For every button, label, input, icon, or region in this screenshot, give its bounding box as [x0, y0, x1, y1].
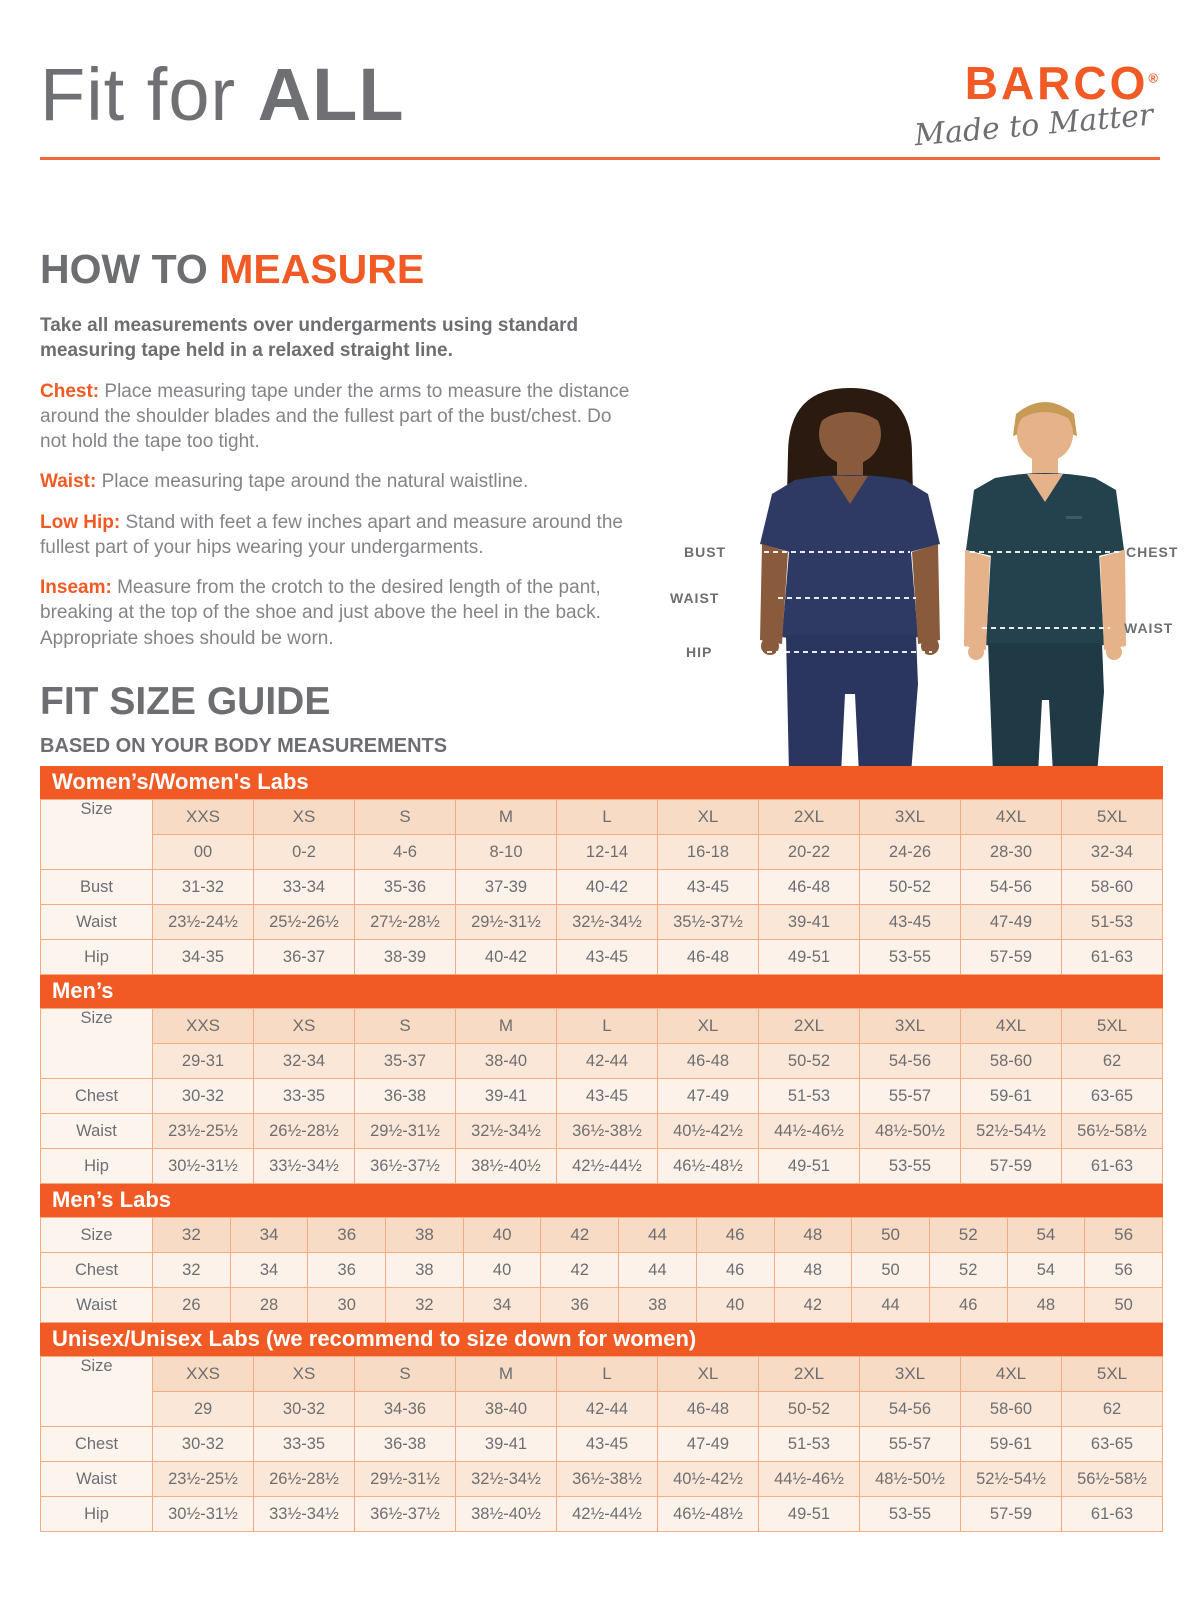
value-cell: 59-61 — [961, 1079, 1062, 1114]
value-cell: 26 — [153, 1288, 231, 1323]
row-label: Chest — [41, 1427, 153, 1462]
size-cell: 50 — [852, 1218, 930, 1253]
value-cell: 34 — [230, 1253, 308, 1288]
value-cell: 30-32 — [153, 1079, 254, 1114]
value-cell: 51-53 — [759, 1427, 860, 1462]
measure-item-chest-label: Chest: — [40, 380, 100, 402]
measure-item-chest — [40, 379, 635, 455]
value-cell: 35-36 — [355, 870, 456, 905]
measure-item-lowhip — [40, 510, 635, 561]
value-cell: 47-49 — [658, 1427, 759, 1462]
value-cell: 34-35 — [153, 940, 254, 975]
value-cell: 46½-48½ — [658, 1497, 759, 1532]
value-cell: 63-65 — [1062, 1427, 1163, 1462]
value-cell: 44½-46½ — [759, 1462, 860, 1497]
value-cell: 36½-37½ — [355, 1497, 456, 1532]
how-to-measure-title — [40, 246, 635, 293]
value-cell: 32½-34½ — [456, 1114, 557, 1149]
value-cell: 49-51 — [759, 1149, 860, 1184]
numeric-size-cell: 42-44 — [557, 1044, 658, 1079]
row-label: Size — [41, 1009, 153, 1079]
value-cell: 30½-31½ — [153, 1497, 254, 1532]
value-cell: 54 — [1007, 1253, 1085, 1288]
value-cell: 63-65 — [1062, 1079, 1163, 1114]
value-cell: 40½-42½ — [658, 1462, 759, 1497]
numeric-size-cell: 54-56 — [860, 1044, 961, 1079]
numeric-size-cell: 58-60 — [961, 1392, 1062, 1427]
value-cell: 29½-31½ — [355, 1462, 456, 1497]
value-cell: 50 — [1085, 1288, 1163, 1323]
size-cell: XL — [658, 1009, 759, 1044]
value-cell: 52 — [929, 1253, 1007, 1288]
value-cell: 31-32 — [153, 870, 254, 905]
table-band-2: Men’s Labs — [40, 1184, 1163, 1217]
brand-text: BARCO — [964, 57, 1149, 109]
size-cell: XS — [254, 800, 355, 835]
size-table-1 — [40, 1008, 1163, 1184]
measure-row-waist — [41, 905, 1163, 940]
brand-tagline: Made to Matter — [913, 97, 1156, 154]
numeric-size-cell: 32-34 — [1062, 835, 1163, 870]
size-cell: M — [456, 800, 557, 835]
measure-item-lowhip-text: Stand with feet a few inches apart and measure around the fullest part of your hips wearing your undergarments. — [40, 511, 623, 558]
value-cell: 38-39 — [355, 940, 456, 975]
numeric-size-cell: 50-52 — [759, 1044, 860, 1079]
value-cell: 36½-37½ — [355, 1149, 456, 1184]
numeric-size-cell: 29 — [153, 1392, 254, 1427]
size-cell: XS — [254, 1357, 355, 1392]
value-cell: 50 — [852, 1253, 930, 1288]
numeric-size-cell: 24-26 — [860, 835, 961, 870]
size-cell: 38 — [386, 1218, 464, 1253]
size-cell: 32 — [153, 1218, 231, 1253]
value-cell: 30-32 — [153, 1427, 254, 1462]
value-cell: 36-37 — [254, 940, 355, 975]
value-cell: 57-59 — [961, 1149, 1062, 1184]
value-cell: 32½-34½ — [456, 1462, 557, 1497]
measure-item-inseam — [40, 575, 635, 651]
how-to-measure-intro: Take all measurements over undergarments using standard measuring tape held in a relaxed straight line. — [40, 315, 579, 362]
size-header-row — [41, 800, 1163, 835]
value-cell: 38½-40½ — [456, 1149, 557, 1184]
value-cell: 33½-34½ — [254, 1497, 355, 1532]
value-cell: 36½-38½ — [557, 1462, 658, 1497]
measure-item-inseam-label: Inseam: — [40, 577, 112, 599]
size-cell: S — [355, 1009, 456, 1044]
hip-label: HIP — [686, 644, 713, 660]
numeric-size-cell: 46-48 — [658, 1044, 759, 1079]
how-to-measure-section — [40, 246, 635, 651]
value-cell: 37-39 — [456, 870, 557, 905]
row-label: Chest — [41, 1253, 153, 1288]
numeric-size-cell: 50-52 — [759, 1392, 860, 1427]
value-cell: 44½-46½ — [759, 1114, 860, 1149]
value-cell: 40½-42½ — [658, 1114, 759, 1149]
fit-size-guide-title: FIT SIZE GUIDE — [40, 680, 331, 723]
value-cell: 32½-34½ — [557, 905, 658, 940]
value-cell: 39-41 — [759, 905, 860, 940]
value-cell: 49-51 — [759, 1497, 860, 1532]
size-cell: XXS — [153, 800, 254, 835]
value-cell: 52½-54½ — [961, 1114, 1062, 1149]
numeric-size-cell: 30-32 — [254, 1392, 355, 1427]
value-cell: 36-38 — [355, 1427, 456, 1462]
measure-item-waist — [40, 469, 635, 494]
row-label: Hip — [41, 1149, 153, 1184]
row-label: Hip — [41, 940, 153, 975]
size-table-0 — [40, 799, 1163, 975]
value-cell: 61-63 — [1062, 1149, 1163, 1184]
measure-row-waist — [41, 1114, 1163, 1149]
value-cell: 43-45 — [860, 905, 961, 940]
measure-row-waist — [41, 1288, 1163, 1323]
size-cell: 42 — [541, 1218, 619, 1253]
value-cell: 56 — [1085, 1253, 1163, 1288]
value-cell: 29½-31½ — [355, 1114, 456, 1149]
waist-left-label: WAIST — [670, 590, 720, 606]
numeric-size-cell: 62 — [1062, 1392, 1163, 1427]
value-cell: 34 — [463, 1288, 541, 1323]
row-label: Waist — [41, 905, 153, 940]
size-cell: 36 — [308, 1218, 386, 1253]
row-label: Waist — [41, 1114, 153, 1149]
value-cell: 42½-44½ — [557, 1149, 658, 1184]
size-cell: 52 — [929, 1218, 1007, 1253]
size-tables — [40, 766, 1163, 1532]
value-cell: 48½-50½ — [860, 1114, 961, 1149]
value-cell: 23½-25½ — [153, 1114, 254, 1149]
measure-item-waist-text: Place measuring tape around the natural waistline. — [96, 471, 529, 493]
value-cell: 44 — [852, 1288, 930, 1323]
size-cell: 40 — [463, 1218, 541, 1253]
value-cell: 47-49 — [658, 1079, 759, 1114]
value-cell: 57-59 — [961, 1497, 1062, 1532]
size-cell: XL — [658, 1357, 759, 1392]
value-cell: 23½-24½ — [153, 905, 254, 940]
numeric-size-row — [41, 1044, 1163, 1079]
numeric-size-cell: 38-40 — [456, 1392, 557, 1427]
value-cell: 55-57 — [860, 1427, 961, 1462]
value-cell: 43-45 — [557, 940, 658, 975]
value-cell: 33½-34½ — [254, 1149, 355, 1184]
numeric-size-cell: 58-60 — [961, 1044, 1062, 1079]
size-cell: 3XL — [860, 1009, 961, 1044]
size-table-3 — [40, 1356, 1163, 1532]
value-cell: 36 — [308, 1253, 386, 1288]
value-cell: 36 — [541, 1288, 619, 1323]
value-cell: 61-63 — [1062, 1497, 1163, 1532]
value-cell: 29½-31½ — [456, 905, 557, 940]
bust-label: BUST — [684, 544, 727, 560]
numeric-size-cell: 38-40 — [456, 1044, 557, 1079]
numeric-size-cell: 62 — [1062, 1044, 1163, 1079]
header-divider — [40, 157, 1160, 160]
value-cell: 54-56 — [961, 870, 1062, 905]
size-table-2 — [40, 1217, 1163, 1323]
value-cell: 26½-28½ — [254, 1462, 355, 1497]
brand-logo — [913, 57, 1158, 154]
numeric-size-row — [41, 1392, 1163, 1427]
value-cell: 53-55 — [860, 1149, 961, 1184]
value-cell: 35½-37½ — [658, 905, 759, 940]
measure-item-waist-label: Waist: — [40, 471, 97, 493]
measure-row-chest — [41, 1253, 1163, 1288]
size-cell: 5XL — [1062, 800, 1163, 835]
models-illustration — [660, 382, 1200, 774]
value-cell: 56½-58½ — [1062, 1462, 1163, 1497]
measure-row-hip — [41, 1149, 1163, 1184]
size-cell: 3XL — [860, 800, 961, 835]
fit-size-guide-subtitle: BASED ON YOUR BODY MEASUREMENTS — [40, 735, 448, 757]
page-title-regular: Fit for — [40, 53, 258, 136]
value-cell: 33-34 — [254, 870, 355, 905]
value-cell: 43-45 — [557, 1427, 658, 1462]
size-cell: 44 — [619, 1218, 697, 1253]
measure-item-lowhip-label: Low Hip: — [40, 511, 121, 533]
size-cell: 34 — [230, 1218, 308, 1253]
size-header-row — [41, 1357, 1163, 1392]
size-cell: 46 — [696, 1218, 774, 1253]
value-cell: 32 — [153, 1253, 231, 1288]
value-cell: 47-49 — [961, 905, 1062, 940]
size-cell: L — [557, 800, 658, 835]
value-cell: 61-63 — [1062, 940, 1163, 975]
size-cell: XXS — [153, 1009, 254, 1044]
size-cell: S — [355, 1357, 456, 1392]
value-cell: 28 — [230, 1288, 308, 1323]
value-cell: 40 — [463, 1253, 541, 1288]
table-band-0: Women’s/Women's Labs — [40, 766, 1163, 799]
value-cell: 51-53 — [1062, 905, 1163, 940]
row-label: Chest — [41, 1079, 153, 1114]
numeric-size-cell: 12-14 — [557, 835, 658, 870]
size-cell: 56 — [1085, 1218, 1163, 1253]
size-cell: XXS — [153, 1357, 254, 1392]
page-title-bold: ALL — [257, 53, 405, 136]
size-cell: 48 — [774, 1218, 852, 1253]
man-model — [964, 402, 1126, 774]
numeric-size-cell: 00 — [153, 835, 254, 870]
value-cell: 46-48 — [658, 940, 759, 975]
brand-name — [914, 57, 1158, 109]
numeric-size-cell: 42-44 — [557, 1392, 658, 1427]
numeric-size-row — [41, 835, 1163, 870]
numeric-size-cell: 34-36 — [355, 1392, 456, 1427]
size-cell: M — [456, 1009, 557, 1044]
chest-label: CHEST — [1126, 544, 1179, 560]
numeric-size-cell: 32-34 — [254, 1044, 355, 1079]
row-label: Waist — [41, 1288, 153, 1323]
value-cell: 46 — [696, 1253, 774, 1288]
numeric-size-cell: 16-18 — [658, 835, 759, 870]
measure-row-waist — [41, 1462, 1163, 1497]
value-cell: 43-45 — [658, 870, 759, 905]
numeric-size-cell: 0-2 — [254, 835, 355, 870]
numeric-size-cell: 4-6 — [355, 835, 456, 870]
numeric-size-cell: 46-48 — [658, 1392, 759, 1427]
value-cell: 38½-40½ — [456, 1497, 557, 1532]
page-title — [40, 52, 405, 137]
value-cell: 53-55 — [860, 1497, 961, 1532]
value-cell: 44 — [619, 1253, 697, 1288]
measure-row-chest — [41, 1427, 1163, 1462]
size-cell: 4XL — [961, 1357, 1062, 1392]
measure-item-chest-text: Place measuring tape under the arms to measure the distance around the shoulder blades and the fullest part of the bust/chest. Do not hold the tape too tight. — [40, 380, 630, 453]
size-cell: XL — [658, 800, 759, 835]
value-cell: 55-57 — [860, 1079, 961, 1114]
value-cell: 59-61 — [961, 1427, 1062, 1462]
table-band-3: Unisex/Unisex Labs (we recommend to size down for women) — [40, 1323, 1163, 1356]
waist-right-label: WAIST — [1124, 620, 1174, 636]
measure-row-bust — [41, 870, 1163, 905]
how-to-measure-title-gray: HOW TO — [40, 246, 220, 292]
value-cell: 36½-38½ — [557, 1114, 658, 1149]
size-cell: XS — [254, 1009, 355, 1044]
value-cell: 46 — [929, 1288, 1007, 1323]
value-cell: 51-53 — [759, 1079, 860, 1114]
value-cell: 46½-48½ — [658, 1149, 759, 1184]
value-cell: 42 — [774, 1288, 852, 1323]
size-cell: 54 — [1007, 1218, 1085, 1253]
measure-item-inseam-text: Measure from the crotch to the desired length of the pant, breaking at the top of the shoe and just above the heel in the back. Appropriate shoes should be worn. — [40, 577, 601, 649]
value-cell: 52½-54½ — [961, 1462, 1062, 1497]
size-cell: 2XL — [759, 1009, 860, 1044]
size-cell: 5XL — [1062, 1009, 1163, 1044]
value-cell: 33-35 — [254, 1427, 355, 1462]
value-cell: 48 — [774, 1253, 852, 1288]
size-cell: L — [557, 1009, 658, 1044]
size-cell: S — [355, 800, 456, 835]
row-label: Size — [41, 1357, 153, 1427]
value-cell: 33-35 — [254, 1079, 355, 1114]
value-cell: 58-60 — [1062, 870, 1163, 905]
value-cell: 30 — [308, 1288, 386, 1323]
size-cell: 2XL — [759, 800, 860, 835]
size-cell: 2XL — [759, 1357, 860, 1392]
value-cell: 36-38 — [355, 1079, 456, 1114]
numeric-size-cell: 20-22 — [759, 835, 860, 870]
measure-row-hip — [41, 1497, 1163, 1532]
registered-mark: ® — [1148, 70, 1158, 86]
size-cell: L — [557, 1357, 658, 1392]
value-cell: 42 — [541, 1253, 619, 1288]
size-header-row — [41, 1009, 1163, 1044]
row-label: Size — [41, 800, 153, 870]
numeric-size-cell: 35-37 — [355, 1044, 456, 1079]
size-header-row — [41, 1218, 1163, 1253]
row-label: Bust — [41, 870, 153, 905]
measure-row-hip — [41, 940, 1163, 975]
value-cell: 50-52 — [860, 870, 961, 905]
value-cell: 30½-31½ — [153, 1149, 254, 1184]
value-cell: 53-55 — [860, 940, 961, 975]
numeric-size-cell: 8-10 — [456, 835, 557, 870]
value-cell: 48 — [1007, 1288, 1085, 1323]
value-cell: 40-42 — [456, 940, 557, 975]
row-label: Waist — [41, 1462, 153, 1497]
size-cell: 5XL — [1062, 1357, 1163, 1392]
value-cell: 49-51 — [759, 940, 860, 975]
value-cell: 39-41 — [456, 1079, 557, 1114]
numeric-size-cell: 54-56 — [860, 1392, 961, 1427]
size-cell: M — [456, 1357, 557, 1392]
value-cell: 32 — [386, 1288, 464, 1323]
numeric-size-cell: 28-30 — [961, 835, 1062, 870]
value-cell: 48½-50½ — [860, 1462, 961, 1497]
how-to-measure-title-orange: MEASURE — [219, 246, 425, 292]
value-cell: 38 — [619, 1288, 697, 1323]
value-cell: 46-48 — [759, 870, 860, 905]
value-cell: 27½-28½ — [355, 905, 456, 940]
value-cell: 23½-25½ — [153, 1462, 254, 1497]
value-cell: 40-42 — [557, 870, 658, 905]
value-cell: 42½-44½ — [557, 1497, 658, 1532]
size-cell: 4XL — [961, 1009, 1062, 1044]
row-label: Size — [41, 1218, 153, 1253]
value-cell: 40 — [696, 1288, 774, 1323]
size-cell: 3XL — [860, 1357, 961, 1392]
size-cell: 4XL — [961, 800, 1062, 835]
value-cell: 25½-26½ — [254, 905, 355, 940]
value-cell: 43-45 — [557, 1079, 658, 1114]
row-label: Hip — [41, 1497, 153, 1532]
value-cell: 57-59 — [961, 940, 1062, 975]
woman-model — [760, 388, 940, 774]
value-cell: 56½-58½ — [1062, 1114, 1163, 1149]
table-band-1: Men’s — [40, 975, 1163, 1008]
value-cell: 38 — [386, 1253, 464, 1288]
numeric-size-cell: 29-31 — [153, 1044, 254, 1079]
measure-row-chest — [41, 1079, 1163, 1114]
models-figure — [660, 382, 1200, 774]
value-cell: 26½-28½ — [254, 1114, 355, 1149]
value-cell: 39-41 — [456, 1427, 557, 1462]
